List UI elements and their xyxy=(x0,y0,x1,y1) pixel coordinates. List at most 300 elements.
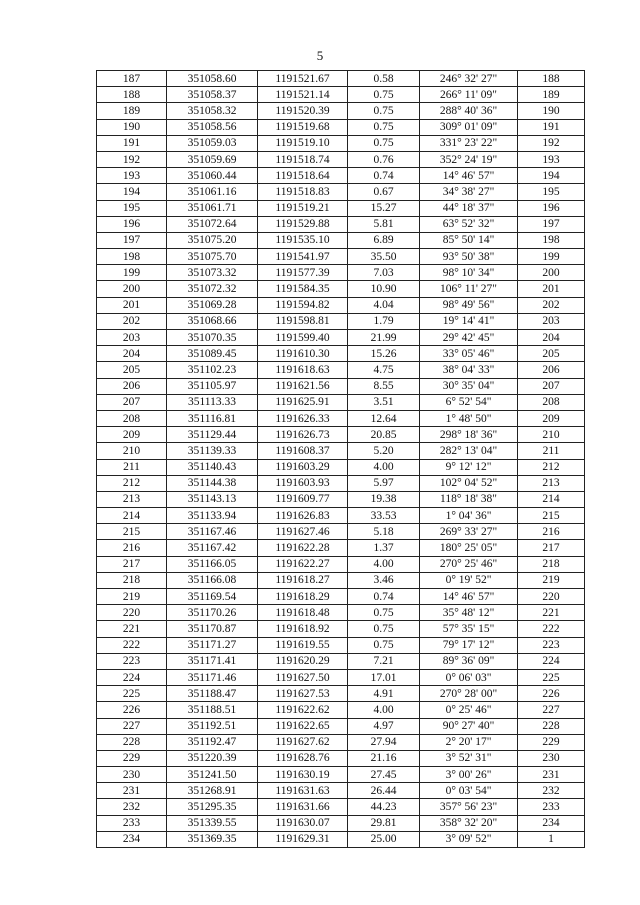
table-row xyxy=(97,394,585,410)
bearing-cell: 270° 25' 46" xyxy=(420,556,518,572)
next-point-cell: 191 xyxy=(518,119,585,135)
point-number-cell: 195 xyxy=(97,200,167,216)
point-number-cell: 224 xyxy=(97,669,167,685)
table-row xyxy=(97,831,585,847)
y-coordinate-cell: 1191519.21 xyxy=(258,200,348,216)
point-number-cell: 201 xyxy=(97,297,167,313)
point-number-cell: 189 xyxy=(97,103,167,119)
bearing-cell: 93° 50' 38" xyxy=(420,249,518,265)
bearing-cell: 266° 11' 09" xyxy=(420,87,518,103)
y-coordinate-cell: 1191618.48 xyxy=(258,605,348,621)
table-row xyxy=(97,378,585,394)
y-coordinate-cell: 1191608.37 xyxy=(258,443,348,459)
next-point-cell: 231 xyxy=(518,767,585,783)
table-row xyxy=(97,87,585,103)
x-coordinate-cell: 351089.45 xyxy=(167,346,258,362)
page-number: 5 xyxy=(316,48,324,63)
table-row xyxy=(97,330,585,346)
point-number-cell: 196 xyxy=(97,216,167,232)
distance-cell: 17.01 xyxy=(348,669,420,685)
point-number-cell: 194 xyxy=(97,184,167,200)
x-coordinate-cell: 351058.56 xyxy=(167,119,258,135)
x-coordinate-cell: 351268.91 xyxy=(167,783,258,799)
distance-cell: 1.79 xyxy=(348,313,420,329)
point-number-cell: 227 xyxy=(97,718,167,734)
distance-cell: 29.81 xyxy=(348,815,420,831)
table-row xyxy=(97,216,585,232)
bearing-cell: 270° 28' 00" xyxy=(420,686,518,702)
bearing-cell: 331° 23' 22" xyxy=(420,135,518,151)
bearing-cell: 34° 38' 27" xyxy=(420,184,518,200)
distance-cell: 4.04 xyxy=(348,297,420,313)
y-coordinate-cell: 1191625.91 xyxy=(258,394,348,410)
x-coordinate-cell: 351061.16 xyxy=(167,184,258,200)
point-number-cell: 229 xyxy=(97,750,167,766)
table-row xyxy=(97,702,585,718)
point-number-cell: 233 xyxy=(97,815,167,831)
next-point-cell: 219 xyxy=(518,572,585,588)
bearing-cell: 1° 04' 36" xyxy=(420,508,518,524)
bearing-cell: 180° 25' 05" xyxy=(420,540,518,556)
y-coordinate-cell: 1191520.39 xyxy=(258,103,348,119)
next-point-cell: 206 xyxy=(518,362,585,378)
x-coordinate-cell: 351058.37 xyxy=(167,87,258,103)
bearing-cell: 14° 46' 57" xyxy=(420,168,518,184)
bearing-cell: 357° 56' 23" xyxy=(420,799,518,815)
next-point-cell: 224 xyxy=(518,653,585,669)
y-coordinate-cell: 1191626.33 xyxy=(258,410,348,426)
table-row xyxy=(97,232,585,248)
next-point-cell: 194 xyxy=(518,168,585,184)
table-row xyxy=(97,119,585,135)
x-coordinate-cell: 351170.26 xyxy=(167,605,258,621)
next-point-cell: 216 xyxy=(518,524,585,540)
point-number-cell: 221 xyxy=(97,621,167,637)
table-row xyxy=(97,783,585,799)
table-row xyxy=(97,135,585,151)
table-row xyxy=(97,362,585,378)
table-body xyxy=(97,71,585,848)
bearing-cell: 29° 42' 45" xyxy=(420,330,518,346)
x-coordinate-cell: 351166.05 xyxy=(167,556,258,572)
table-row xyxy=(97,508,585,524)
y-coordinate-cell: 1191627.50 xyxy=(258,669,348,685)
next-point-cell: 228 xyxy=(518,718,585,734)
x-coordinate-cell: 351058.32 xyxy=(167,103,258,119)
table-row xyxy=(97,346,585,362)
distance-cell: 35.50 xyxy=(348,249,420,265)
table-row xyxy=(97,767,585,783)
table-row xyxy=(97,443,585,459)
bearing-cell: 3° 00' 26" xyxy=(420,767,518,783)
point-number-cell: 209 xyxy=(97,427,167,443)
bearing-cell: 2° 20' 17" xyxy=(420,734,518,750)
distance-cell: 0.75 xyxy=(348,119,420,135)
y-coordinate-cell: 1191610.30 xyxy=(258,346,348,362)
table-row xyxy=(97,475,585,491)
distance-cell: 0.75 xyxy=(348,103,420,119)
table-row xyxy=(97,621,585,637)
bearing-cell: 89° 36' 09" xyxy=(420,653,518,669)
x-coordinate-cell: 351116.81 xyxy=(167,410,258,426)
y-coordinate-cell: 1191626.83 xyxy=(258,508,348,524)
next-point-cell: 201 xyxy=(518,281,585,297)
bearing-cell: 246° 32' 27" xyxy=(420,71,518,87)
y-coordinate-cell: 1191519.10 xyxy=(258,135,348,151)
bearing-cell: 106° 11' 27" xyxy=(420,281,518,297)
bearing-cell: 98° 49' 56" xyxy=(420,297,518,313)
x-coordinate-cell: 351133.94 xyxy=(167,508,258,524)
x-coordinate-cell: 351241.50 xyxy=(167,767,258,783)
x-coordinate-cell: 351171.46 xyxy=(167,669,258,685)
table-row xyxy=(97,799,585,815)
distance-cell: 4.00 xyxy=(348,459,420,475)
x-coordinate-cell: 351069.28 xyxy=(167,297,258,313)
distance-cell: 3.46 xyxy=(348,572,420,588)
next-point-cell: 189 xyxy=(518,87,585,103)
distance-cell: 12.64 xyxy=(348,410,420,426)
x-coordinate-cell: 351072.32 xyxy=(167,281,258,297)
distance-cell: 4.97 xyxy=(348,718,420,734)
x-coordinate-cell: 351295.35 xyxy=(167,799,258,815)
distance-cell: 6.89 xyxy=(348,232,420,248)
y-coordinate-cell: 1191519.68 xyxy=(258,119,348,135)
coordinates-table xyxy=(96,70,585,848)
next-point-cell: 209 xyxy=(518,410,585,426)
point-number-cell: 234 xyxy=(97,831,167,847)
table-row xyxy=(97,572,585,588)
y-coordinate-cell: 1191626.73 xyxy=(258,427,348,443)
y-coordinate-cell: 1191621.56 xyxy=(258,378,348,394)
y-coordinate-cell: 1191620.29 xyxy=(258,653,348,669)
point-number-cell: 210 xyxy=(97,443,167,459)
y-coordinate-cell: 1191628.76 xyxy=(258,750,348,766)
next-point-cell: 232 xyxy=(518,783,585,799)
point-number-cell: 207 xyxy=(97,394,167,410)
x-coordinate-cell: 351102.23 xyxy=(167,362,258,378)
point-number-cell: 198 xyxy=(97,249,167,265)
bearing-cell: 3° 52' 31" xyxy=(420,750,518,766)
distance-cell: 0.75 xyxy=(348,135,420,151)
bearing-cell: 98° 10' 34" xyxy=(420,265,518,281)
y-coordinate-cell: 1191622.65 xyxy=(258,718,348,734)
distance-cell: 25.00 xyxy=(348,831,420,847)
point-number-cell: 211 xyxy=(97,459,167,475)
next-point-cell: 202 xyxy=(518,297,585,313)
next-point-cell: 208 xyxy=(518,394,585,410)
next-point-cell: 234 xyxy=(518,815,585,831)
bearing-cell: 19° 14' 41" xyxy=(420,313,518,329)
x-coordinate-cell: 351075.20 xyxy=(167,232,258,248)
y-coordinate-cell: 1191577.39 xyxy=(258,265,348,281)
next-point-cell: 218 xyxy=(518,556,585,572)
distance-cell: 19.38 xyxy=(348,491,420,507)
point-number-cell: 231 xyxy=(97,783,167,799)
point-number-cell: 197 xyxy=(97,232,167,248)
distance-cell: 8.55 xyxy=(348,378,420,394)
point-number-cell: 208 xyxy=(97,410,167,426)
bearing-cell: 3° 09' 52" xyxy=(420,831,518,847)
distance-cell: 1.37 xyxy=(348,540,420,556)
table-row xyxy=(97,459,585,475)
x-coordinate-cell: 351192.51 xyxy=(167,718,258,734)
x-coordinate-cell: 351059.03 xyxy=(167,135,258,151)
y-coordinate-cell: 1191631.63 xyxy=(258,783,348,799)
y-coordinate-cell: 1191518.64 xyxy=(258,168,348,184)
distance-cell: 5.81 xyxy=(348,216,420,232)
table-row xyxy=(97,653,585,669)
point-number-cell: 220 xyxy=(97,605,167,621)
distance-cell: 21.99 xyxy=(348,330,420,346)
x-coordinate-cell: 351167.42 xyxy=(167,540,258,556)
x-coordinate-cell: 351339.55 xyxy=(167,815,258,831)
table-row xyxy=(97,71,585,87)
next-point-cell: 210 xyxy=(518,427,585,443)
y-coordinate-cell: 1191622.27 xyxy=(258,556,348,572)
next-point-cell: 215 xyxy=(518,508,585,524)
bearing-cell: 358° 32' 20" xyxy=(420,815,518,831)
next-point-cell: 193 xyxy=(518,151,585,167)
x-coordinate-cell: 351169.54 xyxy=(167,589,258,605)
bearing-cell: 63° 52' 32" xyxy=(420,216,518,232)
distance-cell: 44.23 xyxy=(348,799,420,815)
next-point-cell: 233 xyxy=(518,799,585,815)
table-row xyxy=(97,637,585,653)
next-point-cell: 204 xyxy=(518,330,585,346)
distance-cell: 5.97 xyxy=(348,475,420,491)
distance-cell: 4.00 xyxy=(348,702,420,718)
bearing-cell: 288° 40' 36" xyxy=(420,103,518,119)
distance-cell: 4.75 xyxy=(348,362,420,378)
bearing-cell: 85° 50' 14" xyxy=(420,232,518,248)
next-point-cell: 211 xyxy=(518,443,585,459)
point-number-cell: 219 xyxy=(97,589,167,605)
distance-cell: 15.26 xyxy=(348,346,420,362)
distance-cell: 0.74 xyxy=(348,589,420,605)
y-coordinate-cell: 1191541.97 xyxy=(258,249,348,265)
point-number-cell: 232 xyxy=(97,799,167,815)
distance-cell: 0.76 xyxy=(348,151,420,167)
point-number-cell: 205 xyxy=(97,362,167,378)
point-number-cell: 226 xyxy=(97,702,167,718)
table-row xyxy=(97,151,585,167)
x-coordinate-cell: 351369.35 xyxy=(167,831,258,847)
next-point-cell: 221 xyxy=(518,605,585,621)
next-point-cell: 196 xyxy=(518,200,585,216)
point-number-cell: 212 xyxy=(97,475,167,491)
y-coordinate-cell: 1191622.62 xyxy=(258,702,348,718)
x-coordinate-cell: 351072.64 xyxy=(167,216,258,232)
y-coordinate-cell: 1191631.66 xyxy=(258,799,348,815)
x-coordinate-cell: 351170.87 xyxy=(167,621,258,637)
next-point-cell: 230 xyxy=(518,750,585,766)
y-coordinate-cell: 1191603.93 xyxy=(258,475,348,491)
next-point-cell: 195 xyxy=(518,184,585,200)
y-coordinate-cell: 1191622.28 xyxy=(258,540,348,556)
next-point-cell: 198 xyxy=(518,232,585,248)
y-coordinate-cell: 1191518.83 xyxy=(258,184,348,200)
distance-cell: 3.51 xyxy=(348,394,420,410)
next-point-cell: 223 xyxy=(518,637,585,653)
x-coordinate-cell: 351068.66 xyxy=(167,313,258,329)
x-coordinate-cell: 351139.33 xyxy=(167,443,258,459)
bearing-cell: 1° 48' 50" xyxy=(420,410,518,426)
next-point-cell: 1 xyxy=(518,831,585,847)
point-number-cell: 206 xyxy=(97,378,167,394)
distance-cell: 15.27 xyxy=(348,200,420,216)
distance-cell: 26.44 xyxy=(348,783,420,799)
table-row xyxy=(97,815,585,831)
bearing-cell: 44° 18' 37" xyxy=(420,200,518,216)
y-coordinate-cell: 1191630.19 xyxy=(258,767,348,783)
table-row xyxy=(97,669,585,685)
y-coordinate-cell: 1191627.53 xyxy=(258,686,348,702)
bearing-cell: 0° 03' 54" xyxy=(420,783,518,799)
next-point-cell: 225 xyxy=(518,669,585,685)
distance-cell: 5.20 xyxy=(348,443,420,459)
table-row xyxy=(97,313,585,329)
bearing-cell: 0° 06' 03" xyxy=(420,669,518,685)
x-coordinate-cell: 351060.44 xyxy=(167,168,258,184)
next-point-cell: 214 xyxy=(518,491,585,507)
bearing-cell: 282° 13' 04" xyxy=(420,443,518,459)
table-row xyxy=(97,589,585,605)
x-coordinate-cell: 351113.33 xyxy=(167,394,258,410)
table-row xyxy=(97,686,585,702)
next-point-cell: 212 xyxy=(518,459,585,475)
distance-cell: 21.16 xyxy=(348,750,420,766)
x-coordinate-cell: 351188.47 xyxy=(167,686,258,702)
x-coordinate-cell: 351140.43 xyxy=(167,459,258,475)
y-coordinate-cell: 1191618.27 xyxy=(258,572,348,588)
x-coordinate-cell: 351059.69 xyxy=(167,151,258,167)
distance-cell: 7.03 xyxy=(348,265,420,281)
bearing-cell: 0° 19' 52" xyxy=(420,572,518,588)
next-point-cell: 220 xyxy=(518,589,585,605)
table-row xyxy=(97,734,585,750)
point-number-cell: 187 xyxy=(97,71,167,87)
point-number-cell: 215 xyxy=(97,524,167,540)
y-coordinate-cell: 1191598.81 xyxy=(258,313,348,329)
bearing-cell: 298° 18' 36" xyxy=(420,427,518,443)
x-coordinate-cell: 351192.47 xyxy=(167,734,258,750)
bearing-cell: 57° 35' 15" xyxy=(420,621,518,637)
y-coordinate-cell: 1191594.82 xyxy=(258,297,348,313)
next-point-cell: 207 xyxy=(518,378,585,394)
y-coordinate-cell: 1191618.92 xyxy=(258,621,348,637)
point-number-cell: 223 xyxy=(97,653,167,669)
point-number-cell: 222 xyxy=(97,637,167,653)
distance-cell: 27.94 xyxy=(348,734,420,750)
bearing-cell: 269° 33' 27" xyxy=(420,524,518,540)
bearing-cell: 33° 05' 46" xyxy=(420,346,518,362)
next-point-cell: 222 xyxy=(518,621,585,637)
x-coordinate-cell: 351167.46 xyxy=(167,524,258,540)
distance-cell: 0.75 xyxy=(348,605,420,621)
table-row xyxy=(97,168,585,184)
bearing-cell: 90° 27' 40" xyxy=(420,718,518,734)
x-coordinate-cell: 351143.13 xyxy=(167,491,258,507)
point-number-cell: 193 xyxy=(97,168,167,184)
y-coordinate-cell: 1191629.31 xyxy=(258,831,348,847)
bearing-cell: 0° 25' 46" xyxy=(420,702,518,718)
next-point-cell: 229 xyxy=(518,734,585,750)
x-coordinate-cell: 351129.44 xyxy=(167,427,258,443)
table-row xyxy=(97,750,585,766)
x-coordinate-cell: 351171.27 xyxy=(167,637,258,653)
point-number-cell: 203 xyxy=(97,330,167,346)
table-row xyxy=(97,281,585,297)
table-row xyxy=(97,265,585,281)
table-row xyxy=(97,524,585,540)
distance-cell: 4.91 xyxy=(348,686,420,702)
bearing-cell: 30° 35' 04" xyxy=(420,378,518,394)
bearing-cell: 6° 52' 54" xyxy=(420,394,518,410)
distance-cell: 7.21 xyxy=(348,653,420,669)
table-row xyxy=(97,605,585,621)
next-point-cell: 197 xyxy=(518,216,585,232)
point-number-cell: 202 xyxy=(97,313,167,329)
table-row xyxy=(97,184,585,200)
point-number-cell: 216 xyxy=(97,540,167,556)
bearing-cell: 309° 01' 09" xyxy=(420,119,518,135)
point-number-cell: 191 xyxy=(97,135,167,151)
y-coordinate-cell: 1191627.62 xyxy=(258,734,348,750)
distance-cell: 0.67 xyxy=(348,184,420,200)
distance-cell: 0.75 xyxy=(348,621,420,637)
distance-cell: 27.45 xyxy=(348,767,420,783)
y-coordinate-cell: 1191627.46 xyxy=(258,524,348,540)
distance-cell: 0.58 xyxy=(348,71,420,87)
bearing-cell: 102° 04' 52" xyxy=(420,475,518,491)
distance-cell: 0.75 xyxy=(348,87,420,103)
y-coordinate-cell: 1191618.29 xyxy=(258,589,348,605)
y-coordinate-cell: 1191529.88 xyxy=(258,216,348,232)
next-point-cell: 199 xyxy=(518,249,585,265)
point-number-cell: 214 xyxy=(97,508,167,524)
y-coordinate-cell: 1191521.14 xyxy=(258,87,348,103)
x-coordinate-cell: 351188.51 xyxy=(167,702,258,718)
bearing-cell: 35° 48' 12" xyxy=(420,605,518,621)
bearing-cell: 38° 04' 33" xyxy=(420,362,518,378)
x-coordinate-cell: 351073.32 xyxy=(167,265,258,281)
x-coordinate-cell: 351070.35 xyxy=(167,330,258,346)
point-number-cell: 217 xyxy=(97,556,167,572)
y-coordinate-cell: 1191618.63 xyxy=(258,362,348,378)
distance-cell: 20.85 xyxy=(348,427,420,443)
point-number-cell: 188 xyxy=(97,87,167,103)
y-coordinate-cell: 1191609.77 xyxy=(258,491,348,507)
y-coordinate-cell: 1191521.67 xyxy=(258,71,348,87)
table-row xyxy=(97,427,585,443)
bearing-cell: 14° 46' 57" xyxy=(420,589,518,605)
y-coordinate-cell: 1191599.40 xyxy=(258,330,348,346)
bearing-cell: 352° 24' 19" xyxy=(420,151,518,167)
table-row xyxy=(97,410,585,426)
point-number-cell: 199 xyxy=(97,265,167,281)
y-coordinate-cell: 1191584.35 xyxy=(258,281,348,297)
next-point-cell: 192 xyxy=(518,135,585,151)
next-point-cell: 205 xyxy=(518,346,585,362)
point-number-cell: 218 xyxy=(97,572,167,588)
bearing-cell: 118° 18' 38" xyxy=(420,491,518,507)
y-coordinate-cell: 1191630.07 xyxy=(258,815,348,831)
table-row xyxy=(97,556,585,572)
distance-cell: 5.18 xyxy=(348,524,420,540)
x-coordinate-cell: 351061.71 xyxy=(167,200,258,216)
distance-cell: 10.90 xyxy=(348,281,420,297)
table-row xyxy=(97,200,585,216)
